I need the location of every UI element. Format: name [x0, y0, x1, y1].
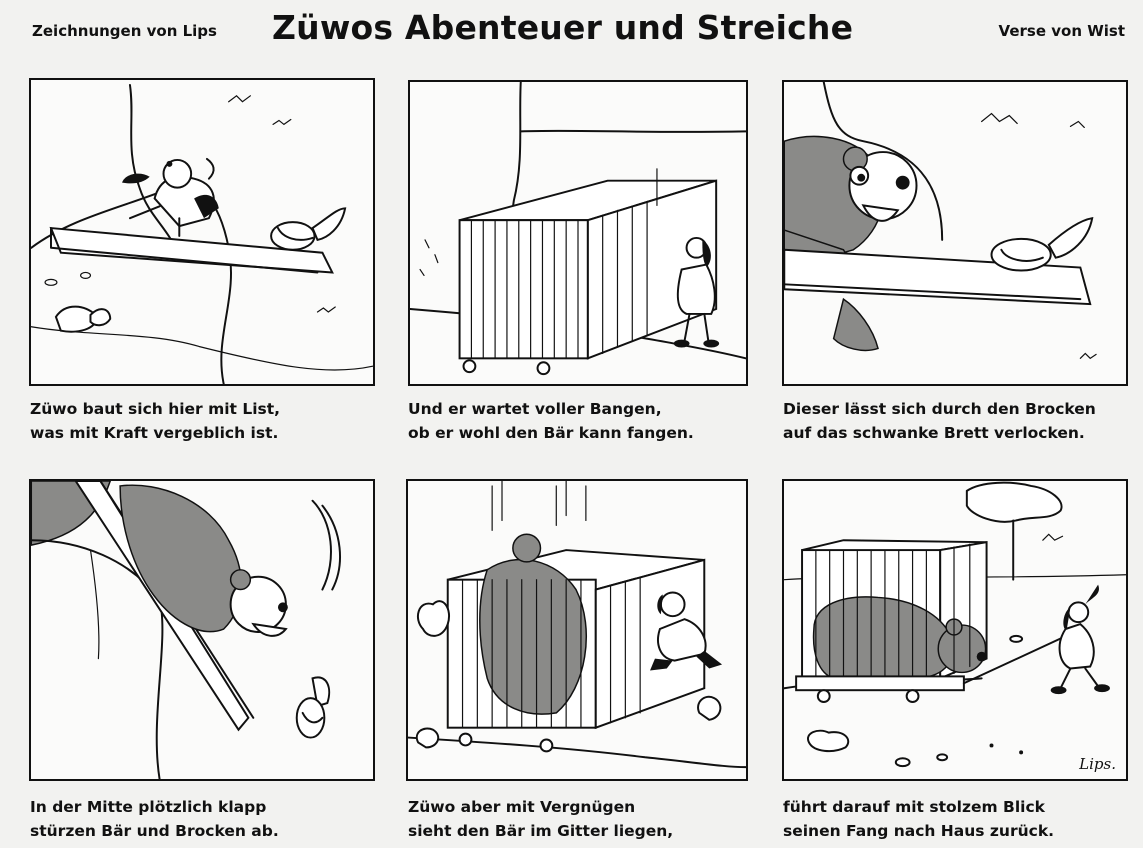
panel-5-drawing	[408, 481, 746, 779]
caption-panel-1	[30, 397, 280, 445]
caption-line: sieht den Bär im Gitter liegen,	[408, 822, 674, 840]
caption-panel-4	[30, 795, 279, 843]
caption-panel-6	[783, 795, 1054, 843]
comic-title: Züwos Abenteuer und Streiche	[272, 8, 854, 47]
verse-credit: Verse von Wist	[998, 22, 1125, 40]
caption-panel-3	[783, 397, 1096, 445]
caption-line: Dieser lässt sich durch den Brocken	[783, 400, 1096, 418]
panel-4-drawing	[31, 481, 373, 779]
artist-credit: Zeichnungen von Lips	[32, 22, 217, 40]
panel-6-drawing	[784, 481, 1126, 779]
caption-line: Und er wartet voller Bangen,	[408, 400, 662, 418]
caption-line: seinen Fang nach Haus zurück.	[783, 822, 1055, 840]
caption-panel-5	[408, 795, 673, 843]
panel-4	[29, 479, 375, 781]
caption-line: ob er wohl den Bär kann fangen.	[408, 424, 694, 442]
panel-1-drawing	[31, 80, 373, 384]
panel-1	[29, 78, 375, 386]
artist-signature: Lips.	[1079, 755, 1116, 773]
panel-5	[406, 479, 748, 781]
panel-6	[782, 479, 1128, 781]
caption-line: auf das schwanke Brett verlocken.	[783, 424, 1085, 442]
caption-line: In der Mitte plötzlich klapp	[30, 798, 267, 816]
panel-2	[408, 80, 748, 386]
panel-3-drawing	[784, 82, 1126, 384]
caption-line: was mit Kraft vergeblich ist.	[30, 424, 279, 442]
caption-line: Züwo baut sich hier mit List,	[30, 400, 281, 418]
caption-line: führt darauf mit stolzem Blick	[783, 798, 1045, 816]
caption-line: Züwo aber mit Vergnügen	[408, 798, 636, 816]
panel-3	[782, 80, 1128, 386]
caption-line: stürzen Bär und Brocken ab.	[30, 822, 279, 840]
caption-panel-2	[408, 397, 694, 445]
panel-2-drawing	[410, 82, 746, 384]
